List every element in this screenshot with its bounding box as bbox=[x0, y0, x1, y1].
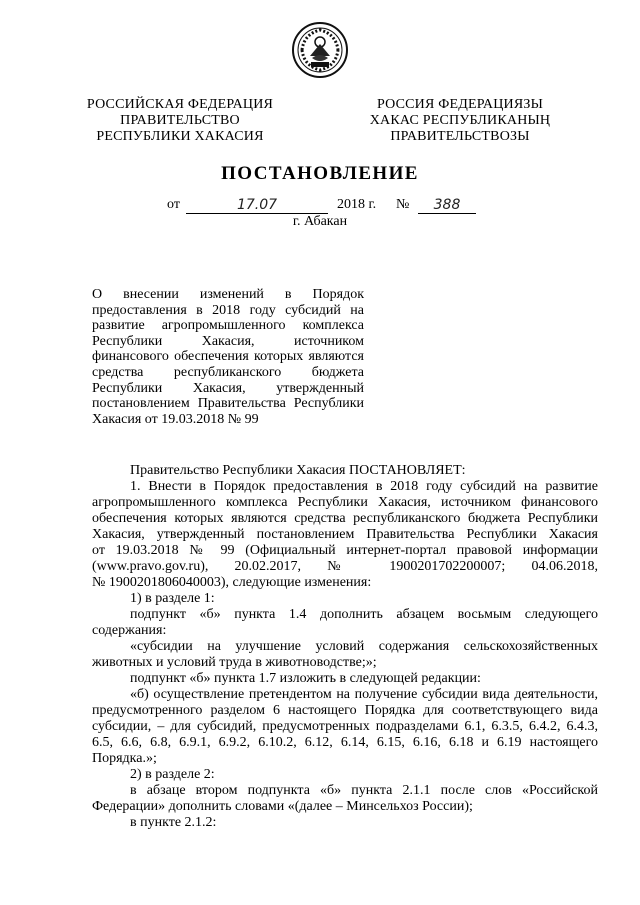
header-right-line: ПРАВИТЕЛЬСТВОЗЫ bbox=[390, 129, 530, 144]
date-prefix: от bbox=[167, 197, 180, 212]
header-left bbox=[82, 97, 278, 145]
date-underline bbox=[186, 197, 328, 214]
body-line: в пункте 2.1.2: bbox=[130, 815, 217, 830]
body-line: субсидии, – для субсидий, предусмотренных подразделами 6.1, 6.3.5, 6.4.2, 6.4.3, bbox=[92, 719, 598, 734]
subject-line: развитие агропромышленного комплекса bbox=[92, 318, 364, 334]
body-line: предусмотренного разделом 6 настоящего Порядка для соответствующего вида bbox=[92, 703, 598, 718]
subject-line: предоставления в 2018 году субсидий на bbox=[92, 302, 364, 318]
body-line: Федерации» дополнить словами «(далее – Минсельхоз России); bbox=[92, 799, 473, 814]
subject-line: средства республиканского бюджета bbox=[92, 364, 364, 380]
body-line: Хакасия, утвержденный постановлением Правительства Республики Хакасия bbox=[92, 527, 598, 542]
header-left-line: РОССИЙСКАЯ ФЕДЕРАЦИЯ bbox=[86, 97, 274, 112]
date-year: 2018 г. bbox=[337, 197, 377, 212]
header-left-line: РЕСПУБЛИКИ ХАКАСИЯ bbox=[96, 129, 264, 144]
document-subject bbox=[92, 287, 364, 427]
body-line: Порядка.»; bbox=[92, 751, 157, 766]
body-line: в абзаце втором подпункта «б» пункта 2.1.1 после слов «Российской bbox=[130, 783, 598, 798]
subject-line: Республики Хакасия, источником bbox=[92, 333, 364, 349]
body-line: 6.5, 6.6, 6.8, 6.9.1, 6.9.2, 6.10.2, 6.12, 6.14, 6.15, 6.16, 6.18 и 6.19 настоящего bbox=[92, 735, 598, 750]
subject-line: постановлением Правительства Республики bbox=[92, 396, 364, 412]
subject-line: О внесении изменений в Порядок bbox=[92, 287, 364, 302]
document-title: ПОСТАНОВЛЕНИЕ bbox=[221, 163, 419, 184]
header-right-line: РОССИЯ ФЕДЕРАЦИЯЗЫ bbox=[376, 97, 544, 112]
handwritten-date: 17.07 bbox=[236, 197, 278, 213]
body-line: № 1900201806040003), следующие изменения: bbox=[92, 575, 372, 590]
body-line: (www.pravo.gov.ru), 20.02.2017, № 1900201702200007; 04.06.2018, bbox=[92, 559, 598, 574]
body-line: «субсидии на улучшение условий содержания сельскохозяйственных bbox=[130, 639, 598, 654]
body-line: 1. Внести в Порядок предоставления в 2018 году субсидий на развитие bbox=[130, 479, 598, 494]
subject-line: Республики Хакасия, утвержденный bbox=[92, 380, 364, 396]
body-line: обеспечения которых являются средства республиканского бюджета Республики bbox=[92, 511, 598, 526]
body-line: 1) в разделе 1: bbox=[130, 591, 215, 606]
header-left-line: ПРАВИТЕЛЬСТВО bbox=[120, 113, 240, 128]
number-underline bbox=[418, 197, 476, 214]
body-line: агропромышленного комплекса Республики Хакасия, источником финансового bbox=[92, 495, 598, 510]
body-line: содержания: bbox=[92, 623, 167, 638]
document-body bbox=[92, 463, 598, 831]
body-line: животных и условий труда в животноводстве;»; bbox=[92, 655, 377, 670]
coat-of-arms-icon bbox=[290, 20, 350, 80]
header-right bbox=[362, 97, 558, 145]
body-line: «б) осуществление претендентом на получение субсидии вида деятельности, bbox=[130, 687, 598, 702]
body-line: от 19.03.2018 № 99 (Официальный интернет-портал правовой информации bbox=[92, 543, 598, 558]
body-line: подпункт «б» пункта 1.7 изложить в следующей редакции: bbox=[130, 671, 481, 686]
body-line: Правительство Республики Хакасия ПОСТАНОВЛЯЕТ: bbox=[130, 463, 466, 478]
header-right-line: ХАКАС РЕСПУБЛИКАНЫҢ bbox=[369, 113, 551, 128]
body-line: подпункт «б» пункта 1.4 дополнить абзацем восьмым следующего bbox=[130, 607, 598, 622]
city: г. Абакан bbox=[292, 214, 348, 229]
subject-line: Хакасия от 19.03.2018 № 99 bbox=[92, 411, 259, 427]
body-line: 2) в разделе 2: bbox=[130, 767, 215, 782]
number-sign: № bbox=[396, 197, 410, 212]
subject-line: финансового обеспечения которых являются bbox=[92, 349, 364, 365]
handwritten-number: 388 bbox=[433, 197, 461, 213]
